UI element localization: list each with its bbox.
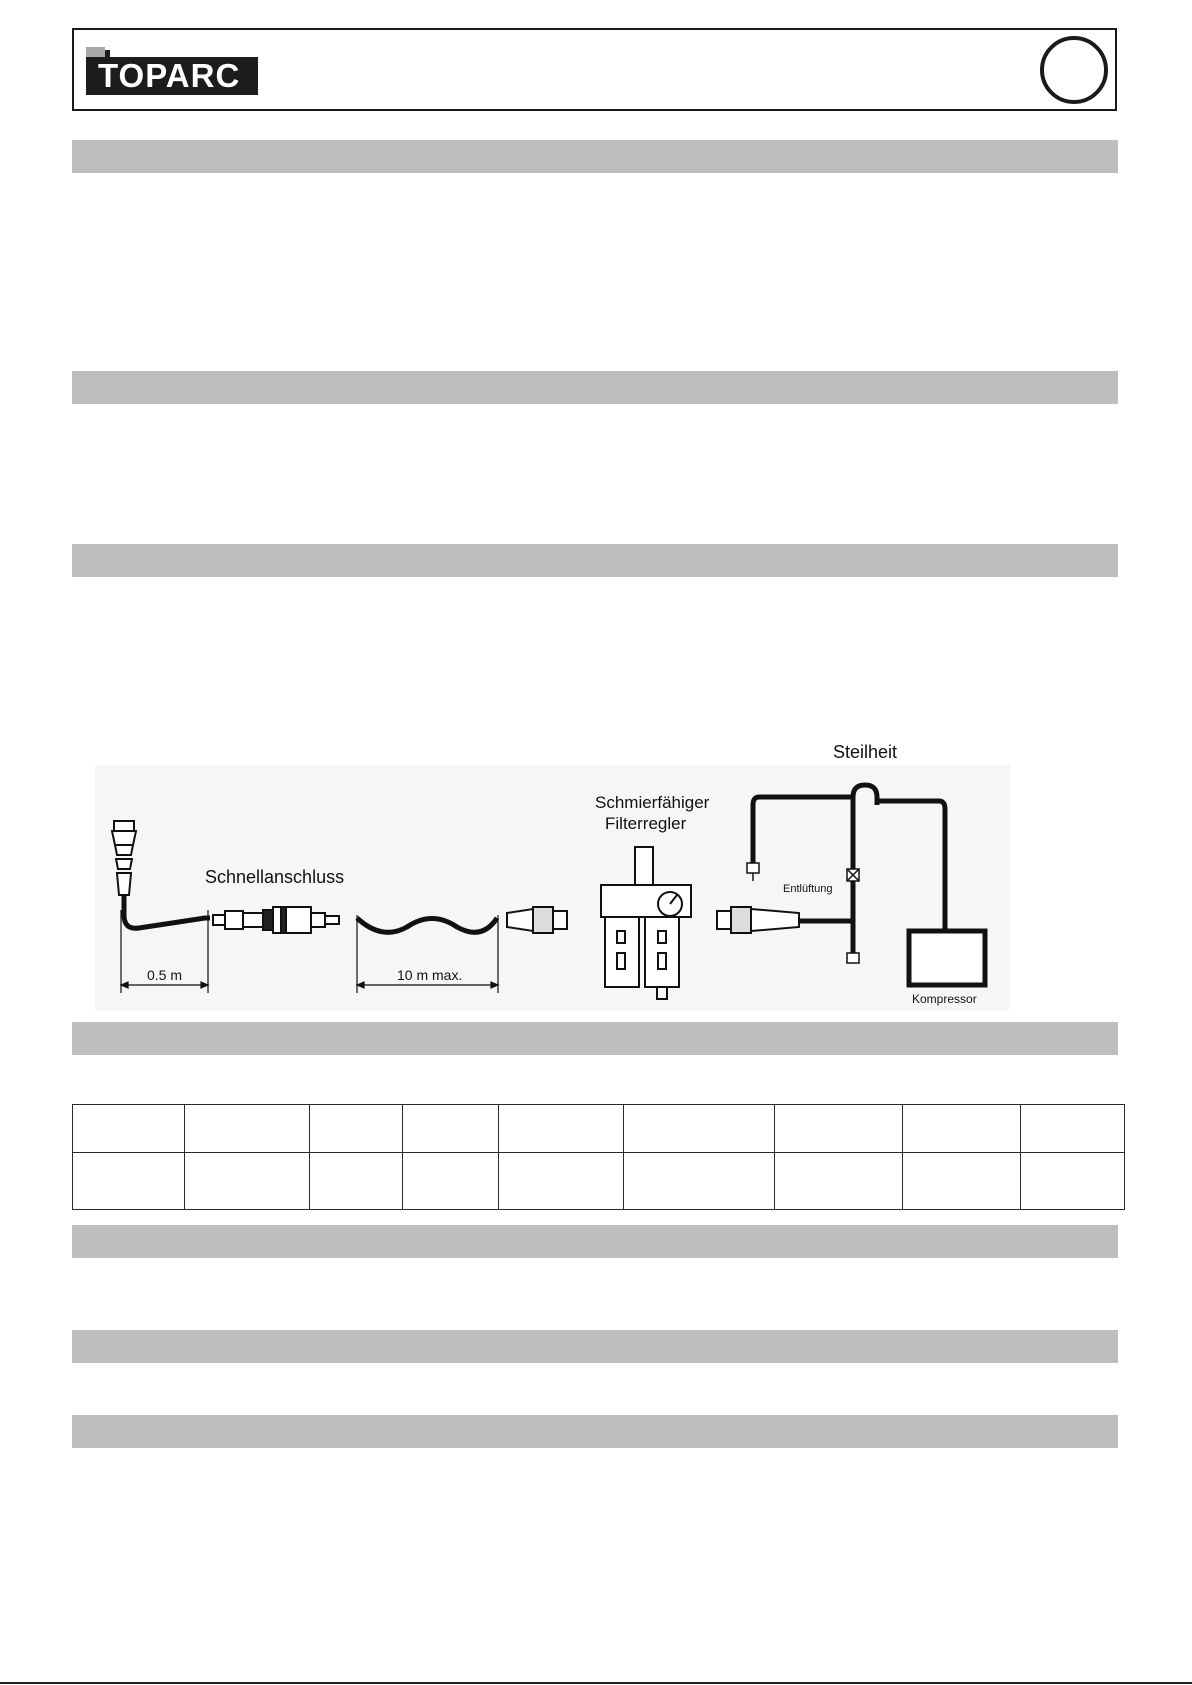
label-quick-coupler: Schnellanschluss: [205, 867, 345, 887]
table-cell: [403, 1105, 498, 1153]
brand-logo: [86, 47, 258, 99]
table-cell: [185, 1105, 309, 1153]
table-cell: [309, 1105, 402, 1153]
section-bar-1: [72, 140, 1118, 173]
language-circle-icon: [1040, 36, 1108, 104]
table-row: [73, 1153, 1125, 1210]
label-hose-long: 10 m max.: [397, 967, 463, 983]
section-bar-4: [72, 1022, 1118, 1055]
table-cell: [774, 1153, 902, 1210]
section-bar-6: [72, 1330, 1118, 1363]
table-cell: [1020, 1105, 1124, 1153]
table-cell: [403, 1153, 498, 1210]
compressor-icon: [909, 931, 985, 985]
section-bar-5: [72, 1225, 1118, 1258]
label-hose-short: 0.5 m: [147, 967, 183, 983]
section-bar-7: [72, 1415, 1118, 1448]
spec-table: [72, 1104, 1125, 1210]
table-cell: [623, 1105, 774, 1153]
table-cell: [185, 1153, 309, 1210]
diagram-background: [95, 765, 1010, 1010]
table-cell: [903, 1105, 1020, 1153]
label-compressor: Kompressor: [912, 992, 977, 1006]
table-cell: [774, 1105, 902, 1153]
air-installation-diagram: [95, 735, 1015, 1010]
table-cell: [498, 1105, 623, 1153]
table-cell: [73, 1153, 185, 1210]
table-cell: [309, 1153, 402, 1210]
label-gradient: Steilheit: [833, 742, 898, 762]
table-cell: [623, 1153, 774, 1210]
hose-fitting-left-icon: [507, 907, 567, 933]
page-bottom-rule: [0, 1682, 1192, 1684]
brand-name: TOPARC: [98, 57, 241, 94]
table-row: [73, 1105, 1125, 1153]
table-cell: [1020, 1153, 1124, 1210]
label-filter-regulator-line2: Filterregler: [605, 814, 687, 833]
table-cell: [903, 1153, 1020, 1210]
section-bar-2: [72, 371, 1118, 404]
table-cell: [73, 1105, 185, 1153]
label-drain: Entlüftung: [783, 883, 833, 895]
table-cell: [498, 1153, 623, 1210]
label-filter-regulator-line1: Schmierfähiger: [595, 793, 710, 812]
section-bar-3: [72, 544, 1118, 577]
